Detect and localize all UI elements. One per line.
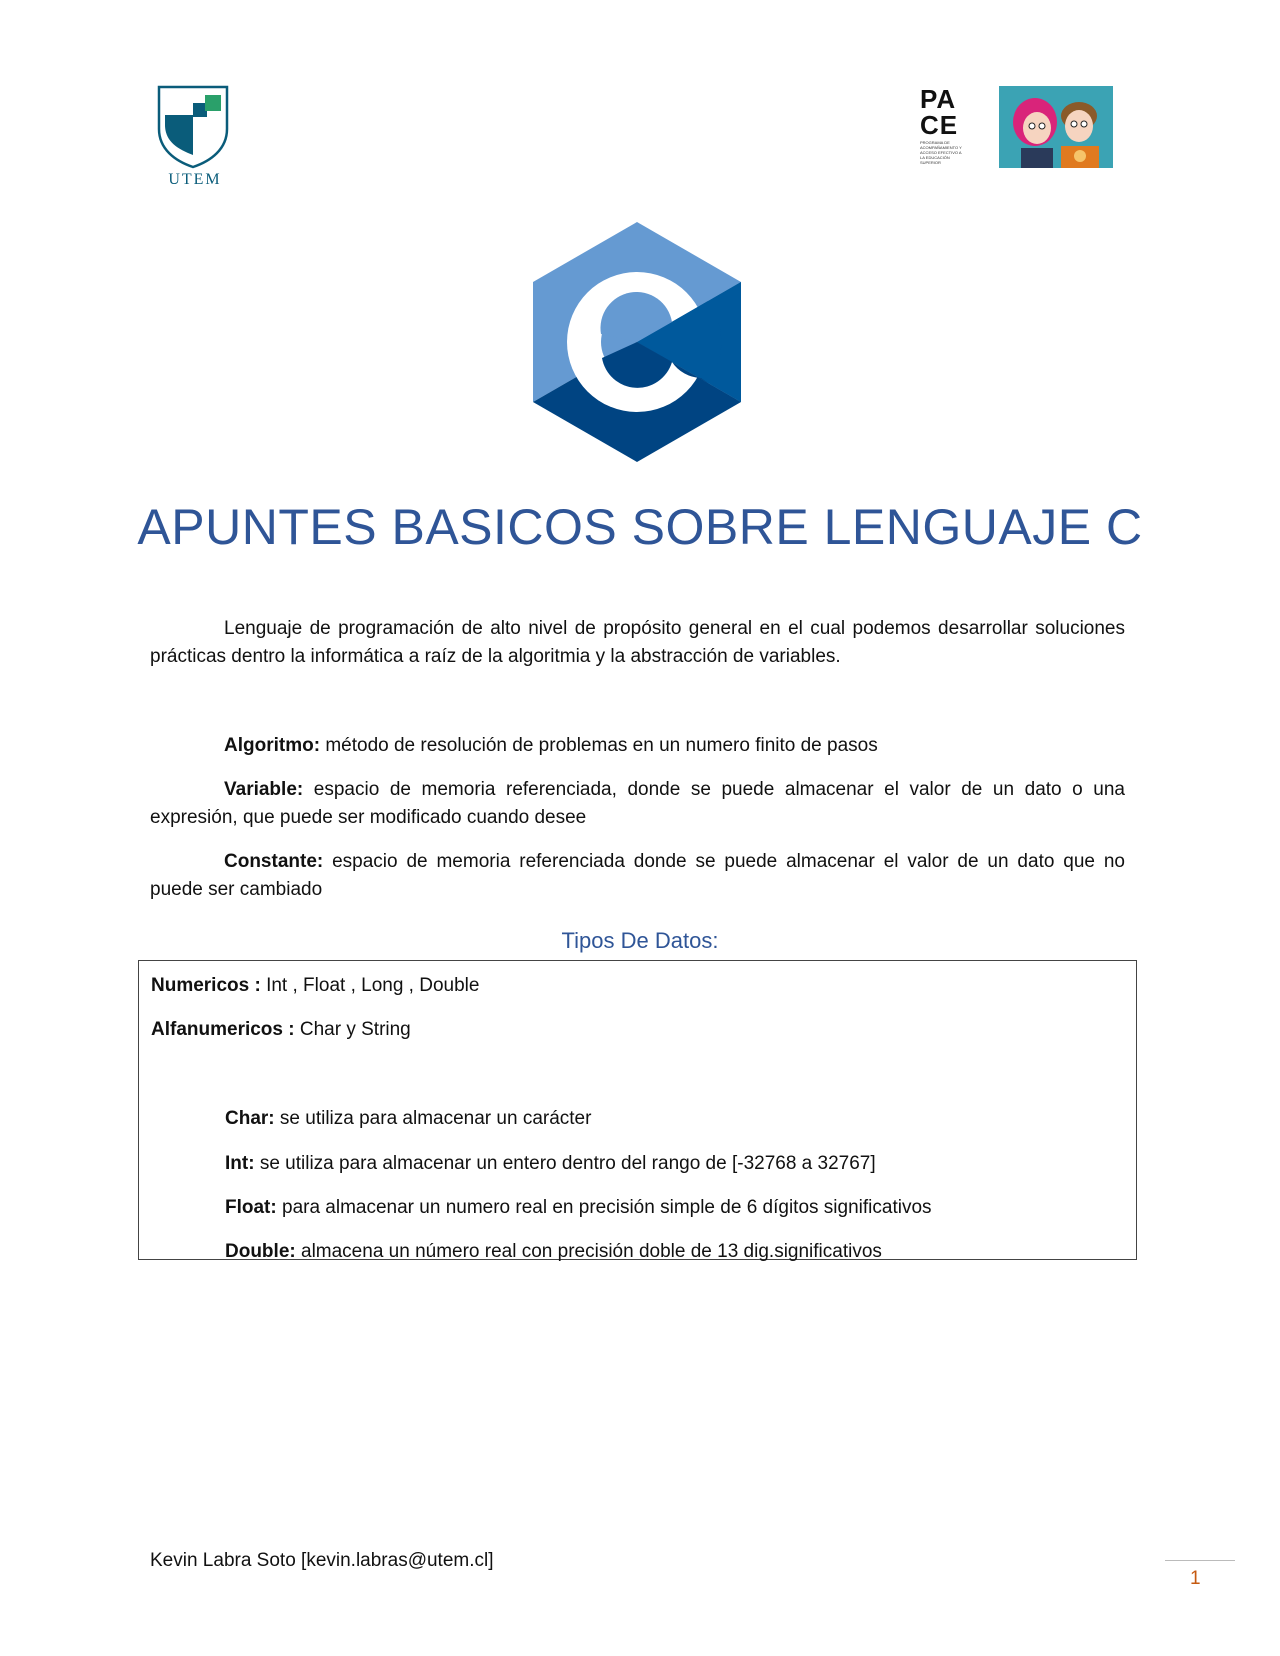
utem-logo-text: UTEM (168, 171, 222, 188)
definition-algoritmo (150, 732, 1125, 760)
intro-paragraph: Lenguaje de programación de alto nivel de propósito general en el cual podemos desarrollar soluciones prácticas dentro la informática a raíz de la algoritmia y la abstracción de variables. (150, 618, 1125, 667)
alfanumericos-line (151, 1019, 411, 1041)
page-number: 1 (1190, 1568, 1201, 1589)
type-int (225, 1153, 876, 1175)
type-text: almacena un número real con precisión doble de 13 dig.significativos (295, 1241, 882, 1262)
data-types-box (138, 960, 1137, 1260)
definition-term: Algoritmo: (224, 735, 321, 756)
section-title: Tipos De Datos: (561, 928, 719, 953)
pace-logo-subtext: PROGRAMA DE ACOMPAÑAMIENTO Y ACCESO EFECTIVO A LA EDUCACIÓN SUPERIOR (920, 140, 962, 165)
type-text: se utiliza para almacenar un entero dentro del rango de [-32768 a 32767] (254, 1153, 876, 1174)
type-term: Int: (225, 1153, 255, 1174)
type-text: para almacenar un numero real en precisión simple de 6 dígitos significativos (276, 1197, 932, 1218)
document-title: APUNTES BASICOS SOBRE LENGUAJE C (137, 499, 1143, 555)
kids-illustration (999, 86, 1113, 168)
c-language-logo (533, 222, 741, 462)
definition-term: Constante: (224, 851, 324, 872)
definition-constante (150, 848, 1125, 904)
type-double (225, 1241, 882, 1263)
numericos-line (151, 975, 479, 997)
alfanumericos-label: Alfanumericos : (151, 1019, 295, 1040)
page-number-rule (1165, 1560, 1235, 1561)
alfanumericos-value: Char y String (294, 1019, 411, 1040)
type-text: se utiliza para almacenar un carácter (274, 1108, 592, 1129)
type-term: Double: (225, 1241, 296, 1262)
type-term: Char: (225, 1108, 275, 1129)
definition-text: espacio de memoria referenciada, donde se puede almacenar el valor de un dato o una expresión, que puede ser modificado cuando desee (150, 779, 1125, 828)
numericos-label: Numericos : (151, 975, 261, 996)
definition-variable (150, 776, 1125, 832)
footer-author: Kevin Labra Soto [kevin.labras@utem.cl] (150, 1550, 494, 1571)
definition-text: método de resolución de problemas en un numero finito de pasos (320, 735, 878, 756)
type-float (225, 1197, 932, 1219)
definition-term: Variable: (224, 779, 304, 800)
type-term: Float: (225, 1197, 277, 1218)
numericos-value: Int , Float , Long , Double (260, 975, 480, 996)
utem-logo (155, 85, 235, 195)
pace-logo-top: PA (920, 84, 957, 114)
pace-logo-bottom: CE (920, 110, 959, 140)
type-char (225, 1108, 591, 1130)
pace-logo (920, 86, 964, 170)
definition-text: espacio de memoria referenciada donde se puede almacenar el valor de un dato que no puede ser cambiado (150, 851, 1125, 900)
